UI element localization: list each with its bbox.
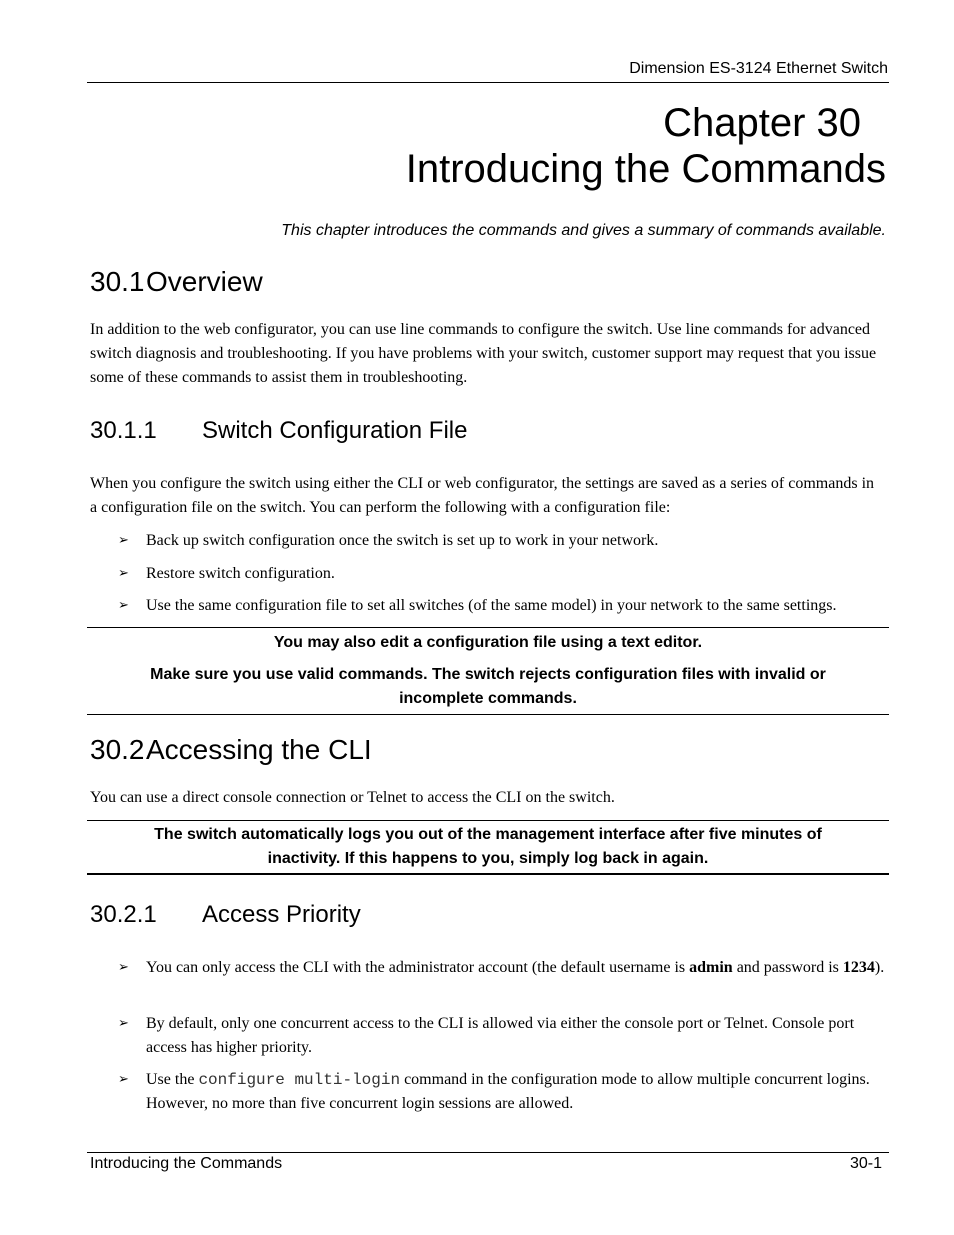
note-box-config bbox=[87, 627, 889, 715]
note-box-timeout bbox=[87, 820, 889, 875]
bullet-arrow-icon: ➢ bbox=[118, 1016, 129, 1031]
command-text: configure multi-login bbox=[198, 1071, 401, 1089]
section-number: 30.2 bbox=[90, 734, 145, 765]
bullet-arrow-icon: ➢ bbox=[118, 1072, 129, 1087]
section-title: Access Priority bbox=[202, 901, 361, 928]
chapter-title bbox=[406, 100, 886, 192]
bullet-arrow-icon: ➢ bbox=[118, 533, 129, 548]
default-password: 1234 bbox=[842, 959, 875, 976]
bullet-arrow-icon: ➢ bbox=[118, 960, 129, 975]
list-item: ➢ By default, only one concurrent access to the CLI is allowed via either the console port or Telnet. Console port access has higher priority. bbox=[118, 1012, 888, 1060]
config-file-paragraph: When you configure the switch using either the CLI or web configurator, the settings are saved as a series of commands in a configuration file on the switch. You can perform the following with a configuration file: bbox=[90, 475, 875, 516]
list-item: ➢ Use the same configuration file to set all switches (of the same model) in your network to the same settings. bbox=[118, 594, 898, 618]
bullet-arrow-icon: ➢ bbox=[118, 566, 129, 581]
section-title: Accessing the CLI bbox=[146, 734, 372, 765]
section-heading-access-priority bbox=[90, 901, 361, 929]
section-number: 30.1.1 bbox=[90, 417, 157, 444]
list-item: ➢ Restore switch configuration. bbox=[118, 562, 888, 586]
list-item: ➢ Back up switch configuration once the switch is set up to work in your network. bbox=[118, 529, 888, 553]
note-text: The switch automatically logs you out of the management interface after five minutes of inactivity. If this happens to you, simply log back in again. bbox=[154, 826, 822, 867]
chapter-number: Chapter 30 bbox=[663, 101, 861, 145]
chapter-name: Introducing the Commands bbox=[405, 147, 886, 191]
page-number: 30-1 bbox=[849, 1155, 882, 1172]
section-heading-config-file bbox=[90, 417, 467, 445]
overview-paragraph: In addition to the web configurator, you can use line commands to configure the switch. Use line commands for advanced switch diagnosis and troubleshooting. If you have problems with your switch, customer support may request that you issue some of these commands to assist them in troubleshooting. bbox=[90, 321, 877, 386]
section-number: 30.1 bbox=[90, 266, 145, 297]
section-title: Switch Configuration File bbox=[202, 417, 468, 444]
section-title: Overview bbox=[146, 266, 263, 297]
chapter-intro: This chapter introduces the commands and gives a summary of commands available. bbox=[281, 222, 886, 239]
section-heading-overview bbox=[90, 266, 263, 298]
section-heading-accessing-cli bbox=[90, 734, 372, 766]
footer-rule bbox=[87, 1152, 889, 1153]
list-item: ➢ You can only access the CLI with the administrator account (the default username is admin and password is 1234). bbox=[118, 956, 888, 980]
default-username: admin bbox=[689, 959, 733, 976]
section-number: 30.2.1 bbox=[90, 901, 157, 928]
header-rule bbox=[87, 82, 889, 83]
footer-chapter-name: Introducing the Commands bbox=[90, 1155, 283, 1172]
note-text: You may also edit a configuration file using a text editor. bbox=[273, 634, 703, 651]
bullet-arrow-icon: ➢ bbox=[118, 598, 129, 613]
note-text: Make sure you use valid commands. The switch rejects configuration files with invalid or incomplete commands. bbox=[150, 666, 826, 707]
list-item: ➢ Use the configure multi-login command in the configuration mode to allow multiple concurrent logins. However, no more than five concurrent login sessions are allowed. bbox=[118, 1068, 888, 1116]
running-header: Dimension ES-3124 Ethernet Switch bbox=[629, 60, 888, 77]
accessing-cli-paragraph: You can use a direct console connection or Telnet to access the CLI on the switch. bbox=[90, 789, 615, 806]
